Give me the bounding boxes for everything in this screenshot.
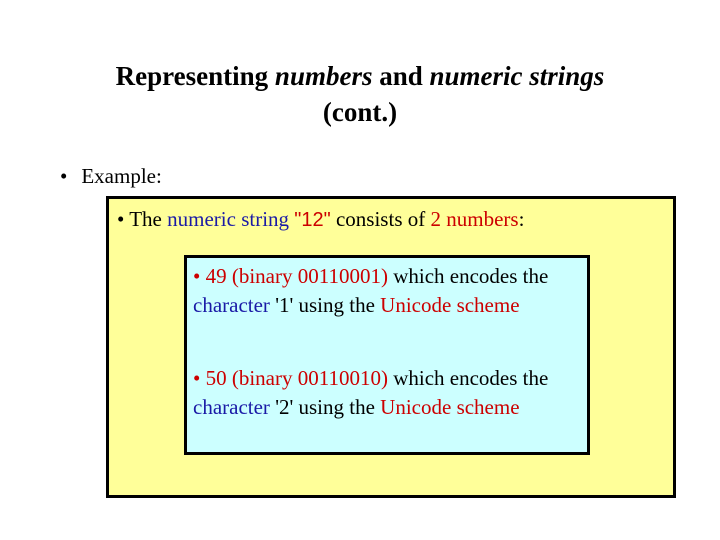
- string-value: "12": [294, 209, 331, 231]
- numeric-string-term: numeric string: [167, 207, 290, 231]
- slide-title: [0, 58, 720, 130]
- example-label: Example:: [81, 164, 162, 188]
- encoding-box: [184, 255, 590, 455]
- encoding-item-1: • 49 (binary 00110001) which encodes the character '1' using the Unicode scheme: [193, 264, 549, 317]
- example-bullet: [60, 163, 162, 189]
- example-box: [106, 196, 676, 498]
- title-line-2: (cont.): [322, 97, 398, 127]
- bullet-icon: •: [60, 164, 68, 188]
- title-line-1: Representing numbers and numeric strings: [115, 61, 605, 91]
- count-value: 2: [430, 207, 441, 231]
- encoding-item-2: • 50 (binary 00110010) which encodes the character '2' using the Unicode scheme: [193, 366, 549, 419]
- numbers-term: numbers: [446, 207, 519, 231]
- example-statement: • The numeric string "12" consists of 2 numbers:: [117, 207, 525, 231]
